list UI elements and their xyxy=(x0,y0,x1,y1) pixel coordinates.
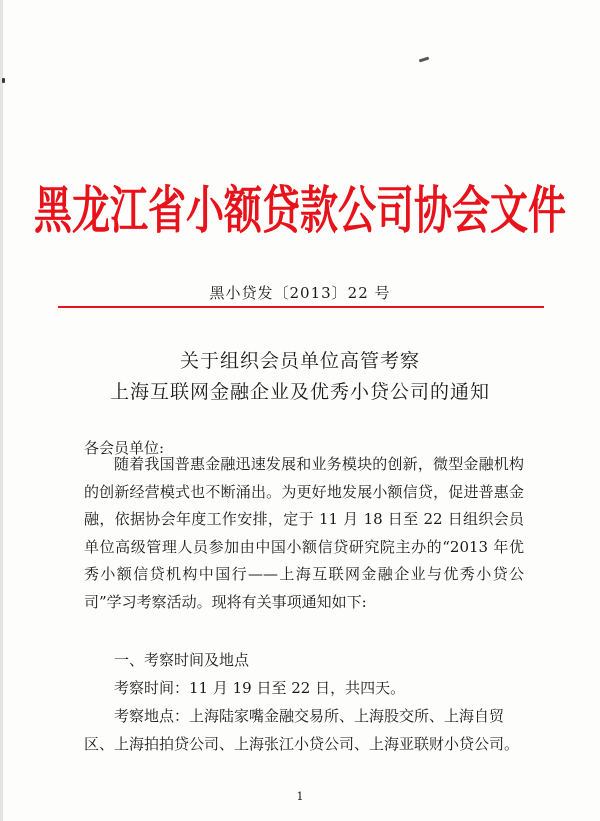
scan-mark xyxy=(419,57,429,63)
document-number: 黑小贷发〔2013〕22 号 xyxy=(209,284,391,302)
inspection-location-line-2: 区、上海拍拍贷公司、上海张江小贷公司、上海亚联财小贷公司。 xyxy=(84,735,520,753)
body-paragraph: 随着我国普惠金融迅速发展和业务模块的创新，微型金融机构的创新经营模式也不断涌出。为更好地发展小额信贷，促进普惠金融，依据协会年度工作安排，定于 11 月 18 日至 22 日组织会员单位高级管理人员参加由中国小额信贷研究院主办的“2013 年优秀小额信贷机构中国行——上海互联网金融企业与优秀小贷公司”学习考察活动。现将有关事项通知如下: xyxy=(84,455,524,611)
red-divider-line xyxy=(58,306,544,308)
scan-mark xyxy=(2,78,5,83)
inspection-location-line-1: 考察地点：上海陆家嘴金融交易所、上海股交所、上海自贸 xyxy=(114,707,505,725)
document-header-title: 黑龙江省小额贷款公司协会文件 xyxy=(33,180,566,240)
notice-title-line-2: 上海互联网金融企业及优秀小贷公司的通知 xyxy=(109,381,490,403)
salutation: 各会员单位: xyxy=(84,439,165,457)
notice-title-line-1: 关于组织会员单位高管考察 xyxy=(179,350,420,372)
scan-edge xyxy=(0,0,3,821)
section-heading: 一、考察时间及地点 xyxy=(114,651,250,669)
inspection-time: 考察时间：11 月 19 日至 22 日，共四天。 xyxy=(114,679,406,697)
page-number: 1 xyxy=(296,790,304,803)
